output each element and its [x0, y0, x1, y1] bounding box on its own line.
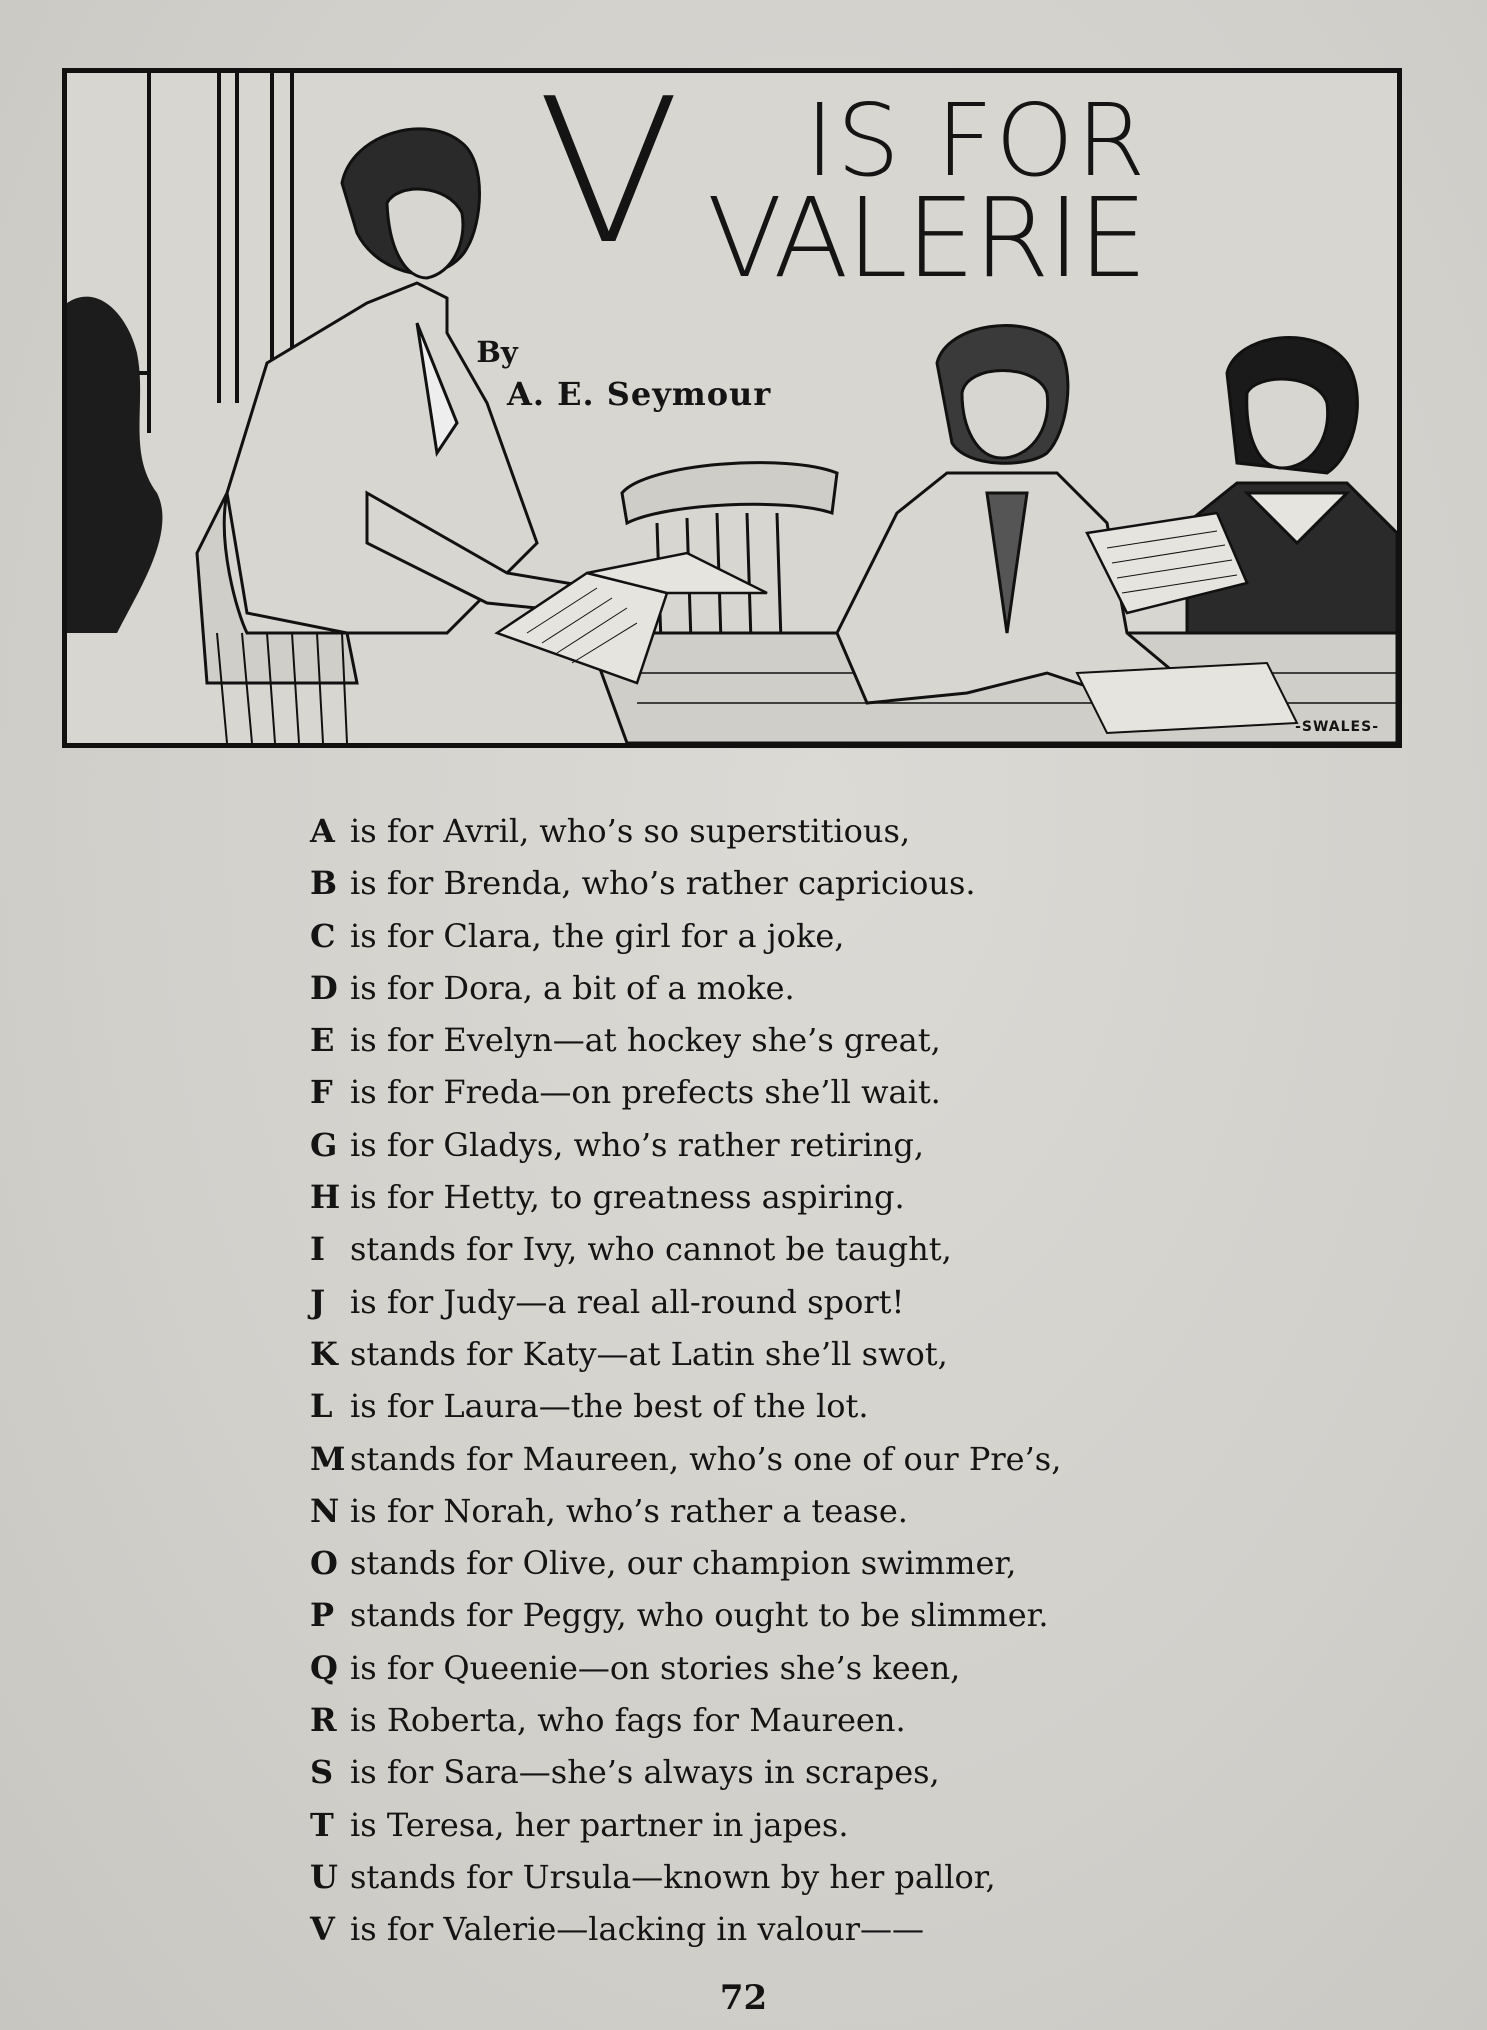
poem-letter: Q — [310, 1648, 338, 1687]
poem-line — [310, 1014, 1310, 1066]
poem-letter: O — [310, 1544, 338, 1583]
author-name: A. E. Seymour — [507, 375, 772, 413]
poem-text: is for Valerie—lacking in valour—— — [350, 1910, 924, 1949]
title-is-for: IS FOR — [805, 82, 1148, 199]
byline-label: By — [476, 335, 518, 369]
poem-letter: P — [310, 1596, 335, 1635]
poem-text: is Teresa, her partner in japes. — [350, 1805, 849, 1844]
poem-letter: V — [310, 1910, 335, 1949]
poem-letter: E — [310, 1021, 335, 1060]
title-name: VALERIE — [707, 174, 1146, 302]
poem-line — [310, 1746, 1310, 1798]
poem-text: stands for Maureen, who’s one of our Pre’s, — [350, 1439, 1062, 1478]
poem-line — [310, 1276, 1310, 1328]
poem-text: stands for Peggy, who ought to be slimmer. — [350, 1596, 1049, 1635]
poem — [310, 805, 1310, 1956]
poem-line — [310, 1328, 1310, 1380]
poem-text: is for Freda—on prefects she’ll wait. — [350, 1073, 941, 1112]
poem-line — [310, 1851, 1310, 1903]
poem-letter: U — [310, 1857, 338, 1896]
poem-letter: T — [310, 1805, 334, 1844]
poem-letter: I — [310, 1230, 325, 1269]
poem-text: is for Avril, who’s so superstitious, — [350, 812, 911, 850]
poem-line — [310, 1642, 1310, 1694]
poem-text: is for Clara, the girl for a joke, — [350, 916, 845, 955]
illustrator-signature: -SWALES- — [1295, 719, 1379, 735]
poem-letter: M — [310, 1439, 346, 1478]
poem-line — [310, 1223, 1310, 1275]
poem-text: is for Evelyn—at hockey she’s great, — [350, 1021, 941, 1060]
poem-text: is Roberta, who fags for Maureen. — [350, 1701, 906, 1740]
poem-line — [310, 1694, 1310, 1746]
poem-letter: A — [310, 812, 335, 850]
poem-line — [310, 805, 1310, 857]
poem-letter: N — [310, 1491, 340, 1530]
poem-letter: R — [310, 1701, 337, 1740]
poem-text: is for Sara—she’s always in scrapes, — [350, 1753, 940, 1792]
poem-line — [310, 1485, 1310, 1537]
poem-text: is for Hetty, to greatness aspiring. — [350, 1178, 905, 1217]
poem-letter: J — [310, 1282, 326, 1321]
poem-line — [310, 1171, 1310, 1223]
page-number: 72 — [719, 1978, 768, 2018]
poem-letter: S — [310, 1753, 334, 1792]
poem-letter: F — [310, 1073, 333, 1112]
poem-letter: D — [310, 968, 338, 1007]
poem-text: is for Laura—the best of the lot. — [350, 1387, 869, 1426]
poem-line — [310, 1589, 1310, 1641]
poem-line — [310, 1903, 1310, 1955]
poem-letter: G — [310, 1125, 338, 1164]
header-illustration — [62, 68, 1402, 748]
poem-letter: H — [310, 1178, 341, 1217]
poem-text: stands for Ursula—known by her pallor, — [350, 1857, 996, 1896]
poem-text: is for Norah, who’s rather a tease. — [350, 1491, 908, 1530]
poem-letter: K — [310, 1334, 338, 1373]
poem-text: is for Brenda, who’s rather capricious. — [350, 864, 976, 903]
poem-text: is for Judy—a real all-round sport! — [350, 1282, 905, 1321]
poem-letter: B — [310, 864, 338, 903]
poem-line — [310, 1119, 1310, 1171]
poem-line — [310, 1799, 1310, 1851]
poem-line — [310, 1433, 1310, 1485]
poem-letter: L — [310, 1387, 333, 1426]
poem-text: stands for Katy—at Latin she’ll swot, — [350, 1334, 948, 1373]
poem-line — [310, 910, 1310, 962]
poem-text: is for Queenie—on stories she’s keen, — [350, 1648, 961, 1687]
poem-line — [310, 1537, 1310, 1589]
poem-text: stands for Ivy, who cannot be taught, — [350, 1230, 952, 1269]
poem-letter: C — [310, 916, 336, 955]
poem-text: stands for Olive, our champion swimmer, — [350, 1544, 1017, 1583]
title-initial: V — [537, 68, 681, 289]
poem-text: is for Gladys, who’s rather retiring, — [350, 1125, 925, 1164]
poem-text: is for Dora, a bit of a moke. — [350, 968, 795, 1007]
poem-line — [310, 857, 1310, 909]
poem-line — [310, 1380, 1310, 1432]
poem-line — [310, 1066, 1310, 1118]
poem-line — [310, 962, 1310, 1014]
